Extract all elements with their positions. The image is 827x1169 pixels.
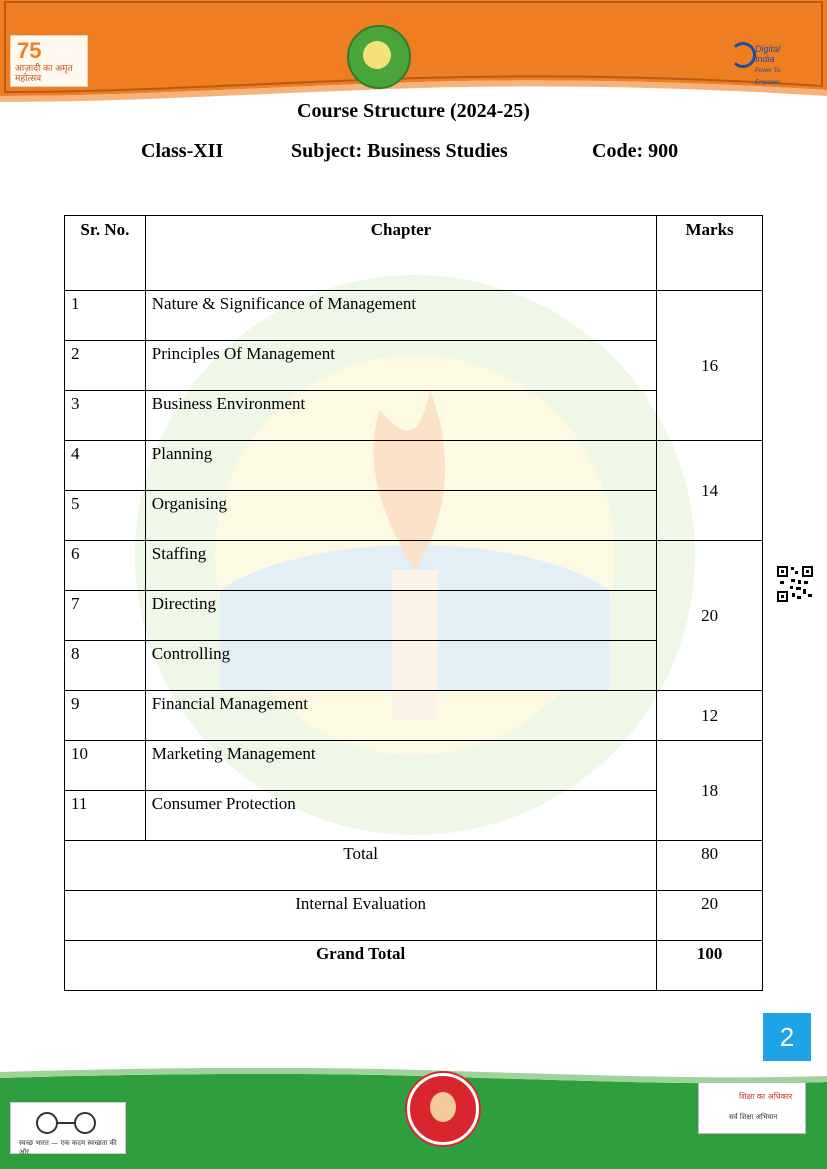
table-row <box>65 291 763 341</box>
marks-value: 16 <box>657 291 763 441</box>
sr-no: 6 <box>65 541 146 591</box>
header-wave-graphic <box>0 0 827 110</box>
board-seal-icon <box>347 25 411 89</box>
digital-india-ring-icon <box>730 42 756 68</box>
chapter-name: Business Environment <box>145 391 656 441</box>
sr-no: 1 <box>65 291 146 341</box>
header-banner <box>0 0 827 110</box>
internal-evaluation-row <box>65 891 763 941</box>
table-row <box>65 691 763 741</box>
code-label: Code: 900 <box>592 140 679 162</box>
swachh-bharat-logo <box>10 1102 126 1154</box>
chapter-name: Staffing <box>145 541 656 591</box>
page-number-badge: 2 <box>763 1013 811 1061</box>
logo-text: आज़ादी का अमृत महोत्सव <box>15 64 73 84</box>
chapter-name: Marketing Management <box>145 741 656 791</box>
chapter-name: Controlling <box>145 641 656 691</box>
sr-no: 11 <box>65 791 146 841</box>
page-title: Course Structure (2024-25) <box>297 100 530 122</box>
marks-value: 14 <box>657 441 763 541</box>
sr-no: 7 <box>65 591 146 641</box>
internal-evaluation-label: Internal Evaluation <box>65 891 657 941</box>
right-to-education-logo <box>698 1082 806 1134</box>
total-row <box>65 841 763 891</box>
sr-no: 9 <box>65 691 146 741</box>
header-marks: Marks <box>657 216 763 291</box>
chapter-name: Nature & Significance of Management <box>145 291 656 341</box>
sr-no: 10 <box>65 741 146 791</box>
header-chapter: Chapter <box>145 216 656 291</box>
beti-bachao-logo-icon <box>407 1073 479 1145</box>
chapter-name: Principles Of Management <box>145 341 656 391</box>
rte-title: शिक्षा का अधिकार <box>739 1092 793 1101</box>
chapter-name: Financial Management <box>145 691 656 741</box>
chapter-name: Directing <box>145 591 656 641</box>
table-row <box>65 441 763 491</box>
marks-value: 18 <box>657 741 763 841</box>
table-row <box>65 541 763 591</box>
swachh-text: स्वच्छ भारत — एक कदम स्वच्छता की ओर <box>19 1139 117 1156</box>
table-row <box>65 741 763 791</box>
table-header-row <box>65 216 763 291</box>
marks-value: 20 <box>657 541 763 691</box>
chapter-name: Planning <box>145 441 656 491</box>
sr-no: 4 <box>65 441 146 491</box>
glasses-icon <box>31 1111 101 1135</box>
grand-total-marks: 100 <box>657 941 763 991</box>
total-label: Total <box>65 841 657 891</box>
grand-total-row <box>65 941 763 991</box>
digital-india-text: Digital India Power To Empower <box>755 44 781 86</box>
chapter-name: Organising <box>145 491 656 541</box>
azadi-amrit-mahotsav-logo <box>10 35 88 87</box>
header-sr-no: Sr. No. <box>65 216 146 291</box>
sr-no: 5 <box>65 491 146 541</box>
sr-no: 2 <box>65 341 146 391</box>
logo-number: 75 <box>17 38 42 63</box>
total-marks: 80 <box>657 841 763 891</box>
qr-code-icon[interactable] <box>776 565 814 603</box>
sr-no: 8 <box>65 641 146 691</box>
rte-subtitle: सर्व शिक्षा अभियान <box>729 1113 778 1121</box>
digital-india-logo <box>728 40 800 86</box>
class-label: Class-XII <box>141 140 224 162</box>
course-structure-table <box>64 215 763 991</box>
marks-value: 12 <box>657 691 763 741</box>
grand-total-label: Grand Total <box>65 941 657 991</box>
subject-label: Subject: Business Studies <box>291 140 508 162</box>
chapter-name: Consumer Protection <box>145 791 656 841</box>
sr-no: 3 <box>65 391 146 441</box>
internal-evaluation-marks: 20 <box>657 891 763 941</box>
